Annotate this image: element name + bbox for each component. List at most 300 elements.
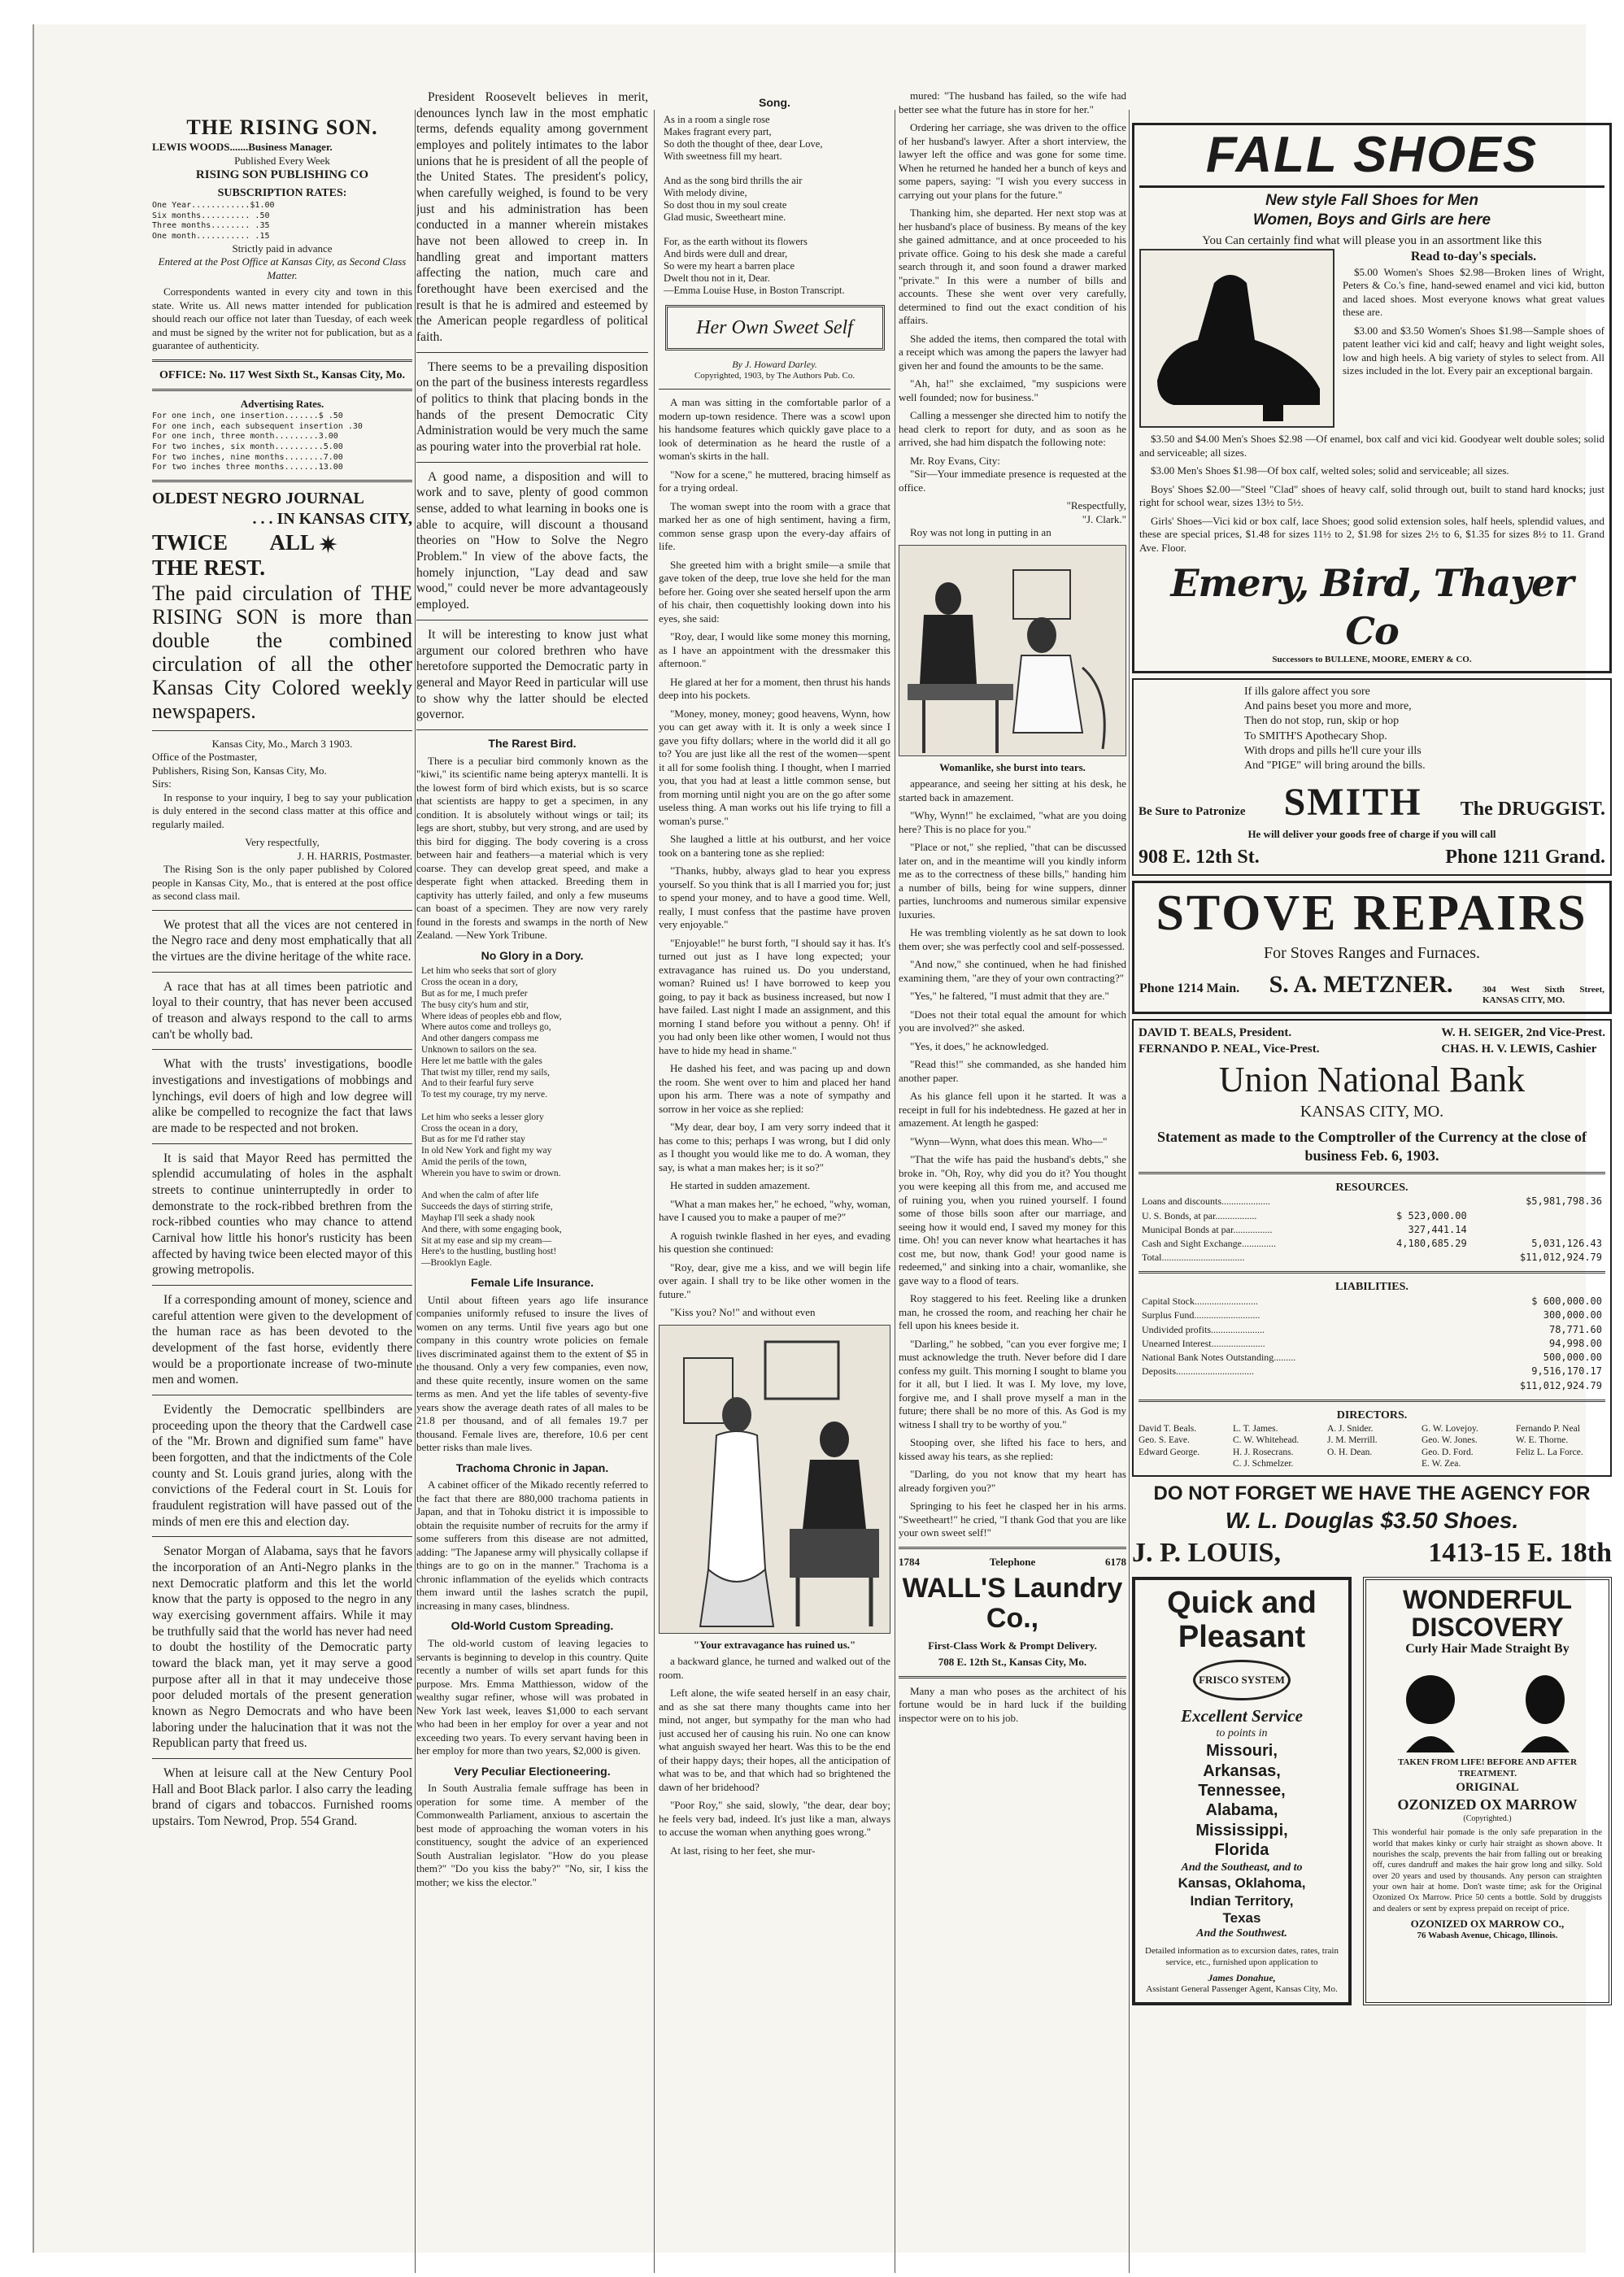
illustration-caption: Womanlike, she burst into tears. bbox=[939, 760, 1086, 773]
company-name: RISING SON PUBLISHING CO bbox=[195, 168, 369, 182]
frisco-info: Detailed information as to excursion dates, rates, train service, etc., furnished upon application to bbox=[1145, 1945, 1339, 1967]
smith-contact bbox=[1139, 845, 1605, 869]
story-paragraph: Springing to his feet he clasped her in his arms. "Sweetheart!" he cried, "I thank God that you are like your own sweet self!" bbox=[899, 1500, 1126, 1539]
newspaper-page bbox=[33, 24, 1612, 2253]
state-name: Kansas, Oklahoma, bbox=[1178, 1875, 1306, 1892]
table-cell: Undivided profits...................... bbox=[1142, 1323, 1265, 1335]
frisco-ad bbox=[1132, 1577, 1352, 2005]
stove-repairs-heading: STOVE REPAIRS bbox=[1156, 886, 1588, 942]
poem-line: Where ideas of peoples ebb and flow, bbox=[421, 1011, 562, 1021]
poem-line: Makes fragrant every part, bbox=[664, 125, 772, 137]
letter-body: In response to your inquiry, I beg to say your publication is duly entered in the second class matter at this office and regularly mailed. bbox=[152, 790, 412, 830]
letter-date: Kansas City, Mo., March 3 1903. bbox=[211, 737, 353, 750]
laundry-address: 708 E. 12th St., Kansas City, Mo. bbox=[938, 1656, 1087, 1669]
louis-name: J. P. LOUIS, bbox=[1132, 1538, 1281, 1569]
specials-heading: Read to-day's specials. bbox=[1410, 250, 1537, 264]
table-cell: Capital Stock.......................... bbox=[1142, 1295, 1258, 1308]
director-name bbox=[1327, 1458, 1417, 1470]
poem-line: And there, with some engaging book, bbox=[421, 1224, 562, 1234]
architect-quip: Many a man who poses as the architect of his fortune would be in hard luck if the building inspector were on to his job. bbox=[899, 1684, 1126, 1724]
poem-line: For, as the earth without its flowers bbox=[664, 235, 808, 247]
story-byline: By J. Howard Darley. bbox=[732, 359, 817, 371]
smith-banner bbox=[1139, 778, 1605, 828]
state-name: Indian Territory, bbox=[1190, 1892, 1294, 1909]
poem-line: The busy city's hum and stir, bbox=[421, 999, 529, 1010]
advertising-header: Advertising Rates. bbox=[240, 398, 324, 411]
resources-row bbox=[1139, 1223, 1605, 1237]
ad-rate-row: For two inches, nine months........7.00 bbox=[152, 452, 343, 462]
story-paragraph: "Place or not," she replied, "that can be discussed later on, and in the meantime will you kindly inform me as to the correctness of these bills," handing him a number of bills, being for wine suppers, dinner parties, lunchrooms and numerous similar expensive luxuries. bbox=[899, 841, 1126, 921]
divider bbox=[152, 1285, 412, 1286]
state-name: Texas bbox=[1222, 1909, 1261, 1926]
poem-line: Let him who seeks a lesser glory bbox=[421, 1112, 544, 1122]
table-cell: 327,441.14 bbox=[1408, 1223, 1467, 1235]
office-illustration-drawing bbox=[899, 546, 1126, 756]
table-cell: $11,012,924.79 bbox=[1519, 1379, 1602, 1391]
verse-line: And pains beset you more and more, bbox=[1244, 700, 1412, 713]
story-paragraph: "Poor Roy," she said, slowly, "the dear, dear boy; he feels very bad, indeed. It's just like a man, always to accuse the woman when anything goes wrong." bbox=[659, 1799, 890, 1839]
table-cell: Total.................................. bbox=[1142, 1252, 1245, 1264]
ad-rate-row: For two inches, six month..........5.00 bbox=[152, 442, 343, 451]
office-address: OFFICE: No. 117 West Sixth St., Kansas City, Mo. bbox=[159, 368, 405, 381]
table-cell: 5,031,126.43 bbox=[1531, 1238, 1602, 1249]
poem-line bbox=[664, 224, 890, 236]
southwest: And the Southwest. bbox=[1196, 1927, 1287, 1940]
rate-row: Six months.......... .50 bbox=[152, 211, 270, 220]
frisco-logo: FRISCO SYSTEM bbox=[1193, 1660, 1291, 1700]
story-paragraph: "Does not their total equal the amount for which you are involved?" she asked. bbox=[899, 1008, 1126, 1034]
note-close: "Respectfully, bbox=[1066, 499, 1126, 512]
star-icon: ✷ bbox=[317, 531, 339, 559]
poem-line: So dost thou in my soul create bbox=[664, 198, 787, 211]
state-name: Florida bbox=[1214, 1841, 1269, 1860]
liabilities-row bbox=[1139, 1351, 1605, 1365]
women-shoes-special: $5.00 Women's Shoes $2.98—Broken lines of Wright, Peters & Co.'s fine, hand-sewed enamel and vici kid, button and laced shoes. Most everyone knows what great values these are. bbox=[1343, 265, 1604, 319]
story-paragraph: "Yes, it does," he acknowledged. bbox=[910, 1039, 1049, 1052]
story-paragraph: appearance, and seeing her sitting at his desk, he started back in amazement. bbox=[899, 777, 1126, 803]
table-cell: Deposits................................ bbox=[1142, 1365, 1254, 1378]
portrait-after bbox=[1504, 1663, 1586, 1752]
director-name: A. J. Snider. bbox=[1327, 1423, 1374, 1434]
officer: W. H. SEIGER, 2nd Vice-Prest. bbox=[1441, 1026, 1605, 1040]
note-signature: "J. Clark." bbox=[1082, 512, 1126, 525]
story-paragraph: She laughed a little at his outburst, and her voice took on a bantering tone as she replied: bbox=[659, 833, 890, 859]
southeast: And the Southeast, and to bbox=[1181, 1861, 1303, 1874]
couple-illustration-drawing bbox=[660, 1326, 890, 1634]
story-paragraph: "Wynn—Wynn, what does this mean. Who—" bbox=[910, 1134, 1108, 1147]
story-paragraph: A man was sitting in the comfortable parlor of a modern up-town residence. There was a scowl upon his handsome features which quickly gave place to a look of determination as he heard the rustle of a woman's skirts in the hall. bbox=[659, 396, 890, 463]
ox-marrow-body: This wonderful hair pomade is the only safe preparation in the world that makes kinky or curly hair straight as shown above. It nourishes the scalp, prevents the hair from falling out or breaking off, cures dandruff and makes the hair grow long and silky. Sold over 20 years and used by thousands. Any person can straighten your own hair at home. Don't waste time; ask for the Original Ozonized Ox Marrow. Price 50 cents a bottle. Sold by druggists and dealers or sent by express prepaid on receipt of price. bbox=[1373, 1828, 1602, 1913]
story-paragraph: The woman swept into the room with a grace that marked her as one of high sentiment, having a firm, common sense grasp upon the every-day affairs of life. bbox=[659, 499, 890, 553]
curly-hair: Curly Hair Made Straight By bbox=[1405, 1642, 1570, 1657]
story-paragraph: Left alone, the wife seated herself in an easy chair, and as she sat there many thoughts came into her mind, not anger, but sympathy for the man who had just accused her of causing his ruin. No one can know what anguish swayed her heart. Was this to be the end of their happy days; their hopes, all the anticipation of what was to be, and that which had so brightened the dawn of her bridehood? bbox=[659, 1687, 890, 1793]
poem-line: Sit at my ease and sip my cream— bbox=[421, 1235, 552, 1246]
poem-line bbox=[421, 1101, 648, 1112]
story-paragraph: "Darling, do you not know that my heart has already forgiven you?" bbox=[899, 1468, 1126, 1494]
ox-marrow-name: OZONIZED OX MARROW bbox=[1397, 1796, 1578, 1813]
table-cell bbox=[1352, 1195, 1469, 1208]
poem-line: Here's to the hustling, bustling host! bbox=[421, 1247, 557, 1257]
fall-shoes-ad bbox=[1132, 123, 1612, 673]
poem-line: But as for me I'd rather stay bbox=[421, 1134, 525, 1145]
resources-row bbox=[1139, 1251, 1605, 1265]
headline-custom: Old-World Custom Spreading. bbox=[451, 1619, 614, 1633]
story-paragraph: "Why, Wynn!" he exclaimed, "what are you doing here? This is no place for you." bbox=[899, 809, 1126, 835]
divider bbox=[1139, 1400, 1605, 1402]
only-paper-note: The Rising Son is the only paper published by Colored people in Kansas City, Mo., that is entered at the post office as second class mail. bbox=[152, 863, 412, 903]
story-paragraph: He started in sudden amazement. bbox=[670, 1179, 811, 1192]
headline-song: Song. bbox=[759, 96, 790, 109]
table-cell bbox=[1139, 1379, 1439, 1393]
director-name: H. J. Rosecrans. bbox=[1233, 1447, 1294, 1457]
headline-trachoma: Trachoma Chronic in Japan. bbox=[455, 1461, 609, 1474]
poem-line: And when the calm of after life bbox=[421, 1191, 539, 1201]
stove-repairs-ad bbox=[1132, 881, 1612, 1014]
story-copyright: Copyrighted, 1903, by The Authors Pub. Co. bbox=[694, 371, 856, 381]
officer: DAVID T. BEALS, President. bbox=[1139, 1026, 1292, 1040]
liabilities-row bbox=[1139, 1337, 1605, 1351]
resources-table bbox=[1139, 1195, 1605, 1265]
ox-marrow-ad bbox=[1363, 1577, 1612, 2005]
poem-line: That twist my tiller, rend my sails, bbox=[421, 1067, 550, 1078]
story-paragraph: "That the wife has paid the husband's debts," she broke in. "Oh, Roy, why did you do it? You thought you were keeping all this from me, and accused me of ruining you, when you ruined yourself. I found some of those bills soon after our marriage, and seeing how it would end, I saved my money for this time. Oh! you can never know what heartaches it has cost me, but now, thank God! your good name is redeemed," and sinking into a chair, womanlike, she gave way to a flood of tears. bbox=[899, 1153, 1126, 1287]
letter-signature: J. H. HARRIS, Postmaster. bbox=[297, 849, 412, 862]
story-paragraph: "Roy, dear, give me a kiss, and we will begin life over again. I shall try to be like other women in the future." bbox=[659, 1260, 890, 1300]
ad-rate-row: For two inches three months.......13.00 bbox=[152, 463, 343, 472]
poem-line bbox=[664, 163, 890, 175]
divider bbox=[899, 1547, 1126, 1549]
divider bbox=[152, 1758, 412, 1759]
verse-line: If ills galore affect you sore bbox=[1244, 686, 1370, 699]
resources-heading: RESOURCES. bbox=[1335, 1181, 1408, 1194]
poem-line: And other dangers compass me bbox=[421, 1034, 539, 1044]
liabilities-heading: LIABILITIES. bbox=[1335, 1281, 1408, 1294]
bank-city: KANSAS CITY, MO. bbox=[1300, 1103, 1444, 1121]
phone-label: Telephone bbox=[989, 1555, 1036, 1568]
douglas-shoes: W. L. Douglas $3.50 Shoes. bbox=[1225, 1508, 1519, 1534]
women-shoes-special-2: $3.00 and $3.50 Women's Shoes $1.98—Sample shoes of patent leather vici kid and calf; heavy and light weight soles, low and high heels. A big variety of styles to select from. All sizes included in the lot. Every pair an exceptional bargain. bbox=[1343, 324, 1604, 377]
story-paragraph: mured: "The husband has failed, so the wife had better see what the future has in store for her." bbox=[899, 89, 1126, 115]
laundry-phone bbox=[899, 1556, 1126, 1570]
paid-circulation: The paid circulation of THE RISING SON is more than double the combined circulation of all the other Kansas City Colored weekly newspapers. bbox=[152, 581, 412, 724]
poem-line: So doth the thought of thee, dear Love, bbox=[664, 137, 823, 150]
headline-female-insurance: Female Life Insurance. bbox=[471, 1275, 594, 1289]
table-cell: 94,998.00 bbox=[1548, 1337, 1602, 1349]
poem-line: Succeeds the days of stirring strife, bbox=[421, 1202, 553, 1213]
poem-line: Glad music, Sweetheart mine. bbox=[664, 211, 786, 223]
smith-deliver: He will deliver your goods free of charge if you will call bbox=[1247, 828, 1496, 841]
frisco-agent: James Donahue, bbox=[1208, 1971, 1276, 1983]
divider bbox=[416, 462, 648, 463]
state-name: Tennessee, bbox=[1198, 1782, 1286, 1800]
poem-line: Amid the perils of the town, bbox=[421, 1156, 527, 1167]
story-paragraph: a backward glance, he turned and walked out of the room. bbox=[659, 1655, 890, 1681]
bank-officers bbox=[1139, 1025, 1605, 1056]
table-cell bbox=[1470, 1209, 1605, 1223]
advertising-rates bbox=[152, 411, 412, 473]
state-name: Mississippi, bbox=[1195, 1821, 1288, 1839]
poem-line: Cross the ocean in a dory, bbox=[421, 1123, 518, 1134]
letter-sirs: Sirs: bbox=[152, 777, 172, 790]
rate-row: One month........... .15 bbox=[152, 231, 270, 241]
table-cell: $5,981,798.36 bbox=[1526, 1195, 1602, 1208]
bottom-ads bbox=[1132, 1577, 1612, 2005]
table-cell: Surplus Fund........................... bbox=[1142, 1309, 1260, 1321]
directors-heading: DIRECTORS. bbox=[1336, 1408, 1408, 1421]
resources-row bbox=[1139, 1237, 1605, 1251]
illustration-caption: "Your extravagance has ruined us." bbox=[693, 1638, 856, 1651]
frisco-states-2 bbox=[1142, 1874, 1342, 1927]
copyright-note: (Copyrighted.) bbox=[1463, 1813, 1512, 1823]
story-paragraph: She added the items, then compared the total with a receipt which was among the papers the lawyer had given her and found the amounts to be the same. bbox=[899, 332, 1126, 372]
table-cell: U. S. Bonds, at par................. bbox=[1142, 1209, 1257, 1221]
poem-line: With melody divine, bbox=[664, 186, 747, 198]
divider bbox=[152, 359, 412, 362]
state-name: Arkansas, bbox=[1203, 1761, 1281, 1780]
editorial-roosevelt: President Roosevelt believes in merit, denounces lynch law in the most emphatic terms, defends equality among government employes and politely intimates to the labor unions that he is president of all the people of the United States. The president's policy, when carefully weighed, is found to be very just and his administration has been conducted in a manner wherein mistakes have not been allowed to creep in. In handling great and important matters affecting the nation, much care and forethought have been exercised and the result is that he is admired and esteemed by the American people regardless of political faith. bbox=[416, 90, 648, 345]
portrait-before bbox=[1390, 1663, 1471, 1752]
story-paragraph: "What a man makes her," he echoed, "why, woman, have I caused you to make a pauper of me?" bbox=[659, 1197, 890, 1224]
laundry-name: WALL'S Laundry Co., bbox=[902, 1573, 1123, 1635]
poem-line: In old New York and fight my way bbox=[421, 1146, 552, 1156]
fall-shoes-subhead: New style Fall Shoes for Men bbox=[1265, 192, 1478, 209]
poem-line: Where autos come and trolleys go, bbox=[421, 1022, 551, 1033]
story-paragraph: "Darling," he sobbed, "can you ever forgive me; I must acknowledge the truth. Never before did I dare confess my guilt. This morning I sought to blame you for it all, but I lied. It was I. My love, my love, forgive me, and I shall prove myself a man in the future; there shall be no more of this. As God is my witness I shall try to be worthy of you." bbox=[899, 1337, 1126, 1430]
poem-line: So were my heart a barren place bbox=[664, 259, 795, 272]
illustration-office bbox=[899, 545, 1126, 756]
column-5-ads bbox=[1132, 118, 1612, 2257]
the-druggist: The DRUGGIST. bbox=[1460, 799, 1605, 821]
be-sure-label: Be Sure to Patronize bbox=[1139, 805, 1246, 819]
twice-all-the-rest: TWICE ALL THE REST. bbox=[152, 529, 315, 581]
story-title-box bbox=[665, 305, 885, 350]
ox-marrow-company: OZONIZED OX MARROW CO., bbox=[1410, 1917, 1565, 1930]
resources-row bbox=[1139, 1209, 1605, 1223]
editorial-money: If a corresponding amount of money, science and careful attention were given to the development of the human race as has been devoted to the development of the fast horse, evidently there would be a proportionate increase of two-minute men and women. bbox=[152, 1293, 412, 1387]
ad-rate-row: For one inch, each subsequent insertion .30 bbox=[152, 421, 363, 431]
poem-line: And to their fearful fury serve bbox=[421, 1078, 534, 1089]
article-electioneering: In South Australia female suffrage has been in operation for some time. A member of the Commonwealth Parliament, anxious to ascertain the best mode of approaching the woman voters in his constituency, sought the advice of an experienced South Australian legislator. "How do you please them?" "Do you kiss the baby?" "No, sir, I kiss the mother; we kiss the elector." bbox=[416, 1782, 648, 1888]
editorial-goodname: A good name, a disposition and will to work and to save, plenty of good common sense, added to what learning in books one is able to acquire, will discount a thousand theories on "How to Solve the Negro Problem." In view of the above facts, the homely injunction, "Lay dead and saw wood," could never be more advantageously employed. bbox=[416, 469, 648, 612]
metzner-address: 304 West Sixth Street, KANSAS CITY, MO. bbox=[1482, 984, 1604, 1006]
emery-bird-thayer-logo: Emery, Bird, Thayer Co bbox=[1170, 561, 1574, 653]
liabilities-row bbox=[1139, 1379, 1605, 1393]
ox-marrow-address: 76 Wabash Avenue, Chicago, Illinois. bbox=[1417, 1931, 1558, 1941]
poem-line: Wherein you have to swim or drown. bbox=[421, 1168, 561, 1178]
director-name: J. M. Merrill. bbox=[1327, 1435, 1378, 1446]
director-name: C. J. Schmelzer. bbox=[1233, 1459, 1294, 1469]
letter-to: Publishers, Rising Son, Kansas City, Mo. bbox=[152, 764, 327, 777]
story-paragraph: A roguish twinkle flashed in her eyes, and evading his question she continued: bbox=[659, 1229, 890, 1256]
ad-rate-row: For one inch, three month.........3.00 bbox=[152, 432, 338, 442]
table-cell: 9,516,170.17 bbox=[1531, 1365, 1602, 1378]
story-paragraph: Roy was not long in putting in an bbox=[910, 526, 1051, 538]
director-name: Geo. D. Ford. bbox=[1422, 1447, 1474, 1457]
letter-close: Very respectfully, bbox=[245, 836, 320, 849]
fall-shoes-subhead: Women, Boys and Girls are here bbox=[1252, 211, 1491, 229]
poem-line: —Brooklyn Eagle. bbox=[421, 1258, 492, 1269]
table-cell: 4,180,685.29 bbox=[1396, 1238, 1467, 1249]
poem-line: But as for me, I much prefer bbox=[421, 988, 528, 999]
men-shoes-special-2: $3.00 Men's Shoes $1.98—Of box calf, welted soles; solid and serviceable; all sizes. bbox=[1151, 464, 1509, 477]
verse-line: To SMITH'S Apothecary Shop. bbox=[1244, 729, 1387, 742]
director-name: W. E. Thorne. bbox=[1516, 1435, 1569, 1446]
director-name: Geo. W. Jones. bbox=[1422, 1435, 1478, 1446]
column-rule bbox=[654, 110, 655, 2273]
boys-shoes-special: Boys' Shoes $2.00—"Steel "Clad" shoes of heavy calf, solid through out, built to stand hard knocks; just right for school wear, sizes 13½ to 5½. bbox=[1139, 482, 1604, 509]
officer: FERNANDO P. NEAL, Vice-Prest. bbox=[1139, 1042, 1320, 1056]
story-paragraph: Ordering her carriage, she was driven to the office of her husband's lawyer. After a short interview, the lawyer left the office and was gone for some time. When he returned he handed her a bunch of keys and some papers, saying: "I wish you every success in carrying out your plans for the future." bbox=[899, 121, 1126, 201]
editorial-mayor: It is said that Mayor Reed has permitted the splendid accumulating of holes in the asphalt streets to continue uninterruptedly in order to demonstrate to the rock-ribbed brethren from the rock-ribbed counties who may chance to attend Carnival how little his honor's rusticity has been affected by having twice been elected mayor of this growing metropolis. bbox=[152, 1151, 412, 1278]
liabilities-row bbox=[1139, 1365, 1605, 1378]
director-name: C. W. Whitehead. bbox=[1233, 1435, 1300, 1446]
table-cell: 500,000.00 bbox=[1543, 1352, 1602, 1364]
column-4 bbox=[899, 89, 1126, 2244]
table-cell: 78,771.60 bbox=[1548, 1323, 1602, 1335]
liabilities-row bbox=[1139, 1308, 1605, 1322]
poem-line bbox=[421, 1180, 648, 1191]
article-rarest-bird: There is a peculiar bird commonly known as the "kiwi," its scientific name being apteryx mantelli. It is the lowest form of bird which exists, but is so scarce that scientists are happy to get a specimen, in any condition. It is absolutely without wings or tail; its legs are short, stubby, but very strong, and are used by this bird for digging. The body covering is a cross between hair and feathers—a material which is very coarse. They can develop great speed, and make a desperate fight when attacked. Breeding them in captivity has utterly failed, and only a few museums can boast of a specimen. They are now very rarely found in the forests and swamps in the north of New Zealand. —New York Tribune. bbox=[416, 754, 648, 942]
column-rule bbox=[1129, 110, 1130, 2273]
smith-druggist-ad bbox=[1132, 678, 1612, 876]
story-paragraph: Stooping over, she lifted his face to hers, and kissed away his tears, as she replied: bbox=[899, 1436, 1126, 1462]
to-points: to points in bbox=[1216, 1727, 1268, 1740]
story-paragraph: "Enjoyable!" he burst forth, "I should say it has. It's turned out just as I have long expected; your extravagance has ruined us. Do you understand, woman? Ruined us! I have borrowed to keep you going, to pay it back as business increased, but now I have failed. Last night I made an assignment, and this morning I stand before you without a penny. Oh! if you had only been like other women, I would not thus have to hide my head in shame." bbox=[659, 936, 890, 1056]
table-cell: Unearned Interest...................... bbox=[1142, 1337, 1265, 1349]
story-paragraph: As his glance fell upon it he started. It was a receipt in full for his indebtedness. He gazed at her in amazement. At length he gasped: bbox=[899, 1090, 1126, 1129]
divider bbox=[152, 730, 412, 731]
story-paragraph: "Roy, dear, I would like some money this morning, as I have an appointment with the dressmaker this afternoon." bbox=[659, 630, 890, 670]
table-cell bbox=[1352, 1251, 1469, 1265]
article-trachoma: A cabinet officer of the Mikado recently referred to the fact that there are 880,000 trachoma patients in Japan, and that in Tohoku district it is impossible to obtain the requisite number of recruits for the army if some sufferers from this disease are not admitted, adding: "The Japanese army will physically collapse if things are to go on in the manner." Trachoma is a chronic inflammation of the eyelids which contracts them inward until the lashes scratch the pupil, increasing in many cases, blindness. bbox=[416, 1478, 648, 1612]
phone-number: 1784 bbox=[899, 1555, 920, 1568]
story-title: Her Own Sweet Self bbox=[696, 316, 853, 338]
story-paragraph: "Ah, ha!" she exclaimed, "my suspicions were well founded; now for business." bbox=[899, 377, 1126, 403]
editorial-trusts: What with the trusts' investigations, boodle investigations and investigations of mobbings and lynchings, evil doers of high and low degree will alike be compelled to recognize the fact that laws are made to be respected and not broken. bbox=[152, 1057, 412, 1135]
story-paragraph: He dashed his feet, and was pacing up and down the room. She went over to him and placed her hand upon his arm. There was a note of sympathy and sorrow in her voice as she replied: bbox=[659, 1062, 890, 1115]
divider bbox=[152, 480, 412, 482]
poem-line: To test my courage, try my nerve. bbox=[421, 1090, 548, 1100]
story-paragraph: "Read this!" she commanded, as she handed him another paper. bbox=[899, 1058, 1126, 1084]
director-name bbox=[1139, 1458, 1228, 1470]
headline-electioneering: Very Peculiar Electioneering. bbox=[454, 1764, 611, 1778]
poem-line: And as the song bird thrills the air bbox=[664, 174, 803, 186]
laundry-ad bbox=[899, 1556, 1126, 1670]
editorial-morgan: Senator Morgan of Alabama, says that he favors the incorporation of an Anti-Negro planks in the next Democratic platform and this let the world know that the party is opposed to the negro in any way exercising government affairs. While it may be truthfully said that the world has never had need to doubt the hostility of the Democratic party toward the black man, yet it may serve a good purpose after all in that it may undeceive those poor deluded mortals of the present generation known as Negro Democrats and who have been laboring under the halucination that it was not the Republican party that freed us. bbox=[152, 1544, 412, 1751]
story-paragraph: "Money, money, money; good heavens, Wynn, how you can get away with it. It is only a week since I gave you fifty dollars; where in the world did it all go to? You are just like all the rest of the women—spent it all for some foolish thing. I thought, when I married you, that you had at least a little common sense, but from morning until night you are on the go after some useless thing. A man works out his life trying to fill a woman's purse." bbox=[659, 707, 890, 827]
shoe-icon bbox=[1141, 250, 1333, 426]
director-name: Fernando P. Neal bbox=[1516, 1423, 1580, 1434]
frisco-heading: Quick and Pleasant bbox=[1167, 1586, 1317, 1654]
pool-hall-notice: When at leisure call at the New Century Pool Hall and Boot Black parlor. I also carry the leading brand of cigars and tobaccos. Furnished rooms upstairs. Tom Newrod, Prop. 554 Grand. bbox=[152, 1766, 412, 1829]
poem-line: And birds were dull and drear, bbox=[664, 247, 788, 259]
smith-name: SMITH bbox=[1283, 781, 1422, 825]
divider bbox=[416, 729, 648, 730]
director-name: E. W. Zea. bbox=[1422, 1459, 1461, 1469]
story-paragraph: "Now for a scene," he muttered, bracing himself as for a trying ordeal. bbox=[659, 468, 890, 494]
poem-no-glory bbox=[421, 966, 648, 1269]
table-cell bbox=[1470, 1223, 1605, 1237]
director-name: L. T. James. bbox=[1233, 1423, 1278, 1434]
table-cell: $11,012,924.79 bbox=[1519, 1252, 1602, 1264]
stove-subhead: For Stoves Ranges and Furnaces. bbox=[1263, 944, 1481, 963]
rate-row: One Year............$1.00 bbox=[152, 200, 275, 210]
divider bbox=[152, 910, 412, 911]
shoe-illustration bbox=[1139, 249, 1334, 428]
table-cell: $ 600,000.00 bbox=[1531, 1295, 1602, 1308]
director-name: David T. Beals. bbox=[1139, 1423, 1197, 1434]
correspondents-notice: Correspondents wanted in every city and town in this state. Write us. All news matter intended for publication should reach our office not later than Tuesday, of each week and must be signed by the writer not for publication, but as a guarantee of authenticity. bbox=[152, 285, 412, 352]
subscription-note: Strictly paid in advance bbox=[232, 242, 333, 255]
metzner-name: S. A. METZNER. bbox=[1269, 970, 1453, 998]
excellent-service: Excellent Service bbox=[1181, 1705, 1303, 1726]
column-2 bbox=[416, 89, 648, 2244]
story-paragraph: At last, rising to her feet, she mur- bbox=[670, 1844, 816, 1857]
headline-no-glory: No Glory in a Dory. bbox=[481, 948, 584, 962]
editorial-interesting: It will be interesting to know just what argument our colored brethren who have heretofore supported the Democratic party in general and Mayor Reed in particular will use to show why the latter should be elected governor. bbox=[416, 627, 648, 722]
emery-successors: Successors to BULLENE, MOORE, EMERY & CO. bbox=[1272, 655, 1472, 665]
state-name: Alabama, bbox=[1205, 1801, 1278, 1820]
story-paragraph: "My dear, dear boy, I am very sorry indeed that it has come to this; perhaps I was wrong, but I did only as I thought you would like me to do. A woman, they say, is what a man makes her; is it so?" bbox=[659, 1121, 890, 1173]
story-paragraph: "Kiss you? No!" and without even bbox=[670, 1306, 816, 1319]
metzner-phone: Phone 1214 Main. bbox=[1139, 981, 1240, 995]
director-name: Feliz L. La Force. bbox=[1516, 1447, 1583, 1457]
column-1 bbox=[152, 114, 412, 2244]
poem-line: Let him who seeks that sort of glory bbox=[421, 966, 557, 977]
table-cell: Loans and discounts.................... bbox=[1142, 1195, 1270, 1208]
fall-shoes-intro: You Can certainly find what will please you in an assortment like this bbox=[1202, 234, 1542, 248]
entered-note: Entered at the Post Office at Kansas City, as Second Class Matter. bbox=[158, 255, 407, 281]
editorial-democratic: Evidently the Democratic spellbinders are proceeding upon the theory that the Cardwell case of the "Mr. Brown and dignified sum fame" have been forgotten, and that the indictments of the Cole county and St. Louis grand juries, along with the convictions of the Federal court in St. Louis for fraudulent registration will have passed out of the minds of men ere this and election day. bbox=[152, 1403, 412, 1529]
smith-verse bbox=[1139, 685, 1605, 773]
poem-line: Unknown to sailors on the sea. bbox=[421, 1044, 537, 1055]
note-body: "Sir—Your immediate presence is requested at the office. bbox=[899, 468, 1126, 494]
illustration-couple bbox=[659, 1325, 890, 1634]
poem-line: With sweetness fill my heart. bbox=[664, 150, 782, 162]
poem-song bbox=[664, 114, 890, 297]
divider bbox=[152, 1143, 412, 1144]
article-female-insurance: Until about fifteen years ago life insurance companies uniformly refused to insure the lives of women on any terms. Until five years ago but one company in this country wrote policies on female lives discriminated against them to the extent of $5 in the thousand. Only a very few companies, even now, and these quite recently, insure women on the same terms as men. And yet the life tables of seventy-five years show the average death rates of all males to be 21.8 per thousand, and of all females 19.7 per thousand. Female lives are, therefore, 10.6 per cent better risks than male lives. bbox=[416, 1293, 648, 1454]
editorial-prevailing: There seems to be a prevailing disposition on the part of the business interests regardless of politics to think that placing bonds in the hands of the present Democratic City Administration would be very much the same as pouring water into the proverbial rat hole. bbox=[416, 359, 648, 455]
divider bbox=[152, 972, 412, 973]
louis-line bbox=[1132, 1535, 1612, 1570]
subscription-header: SUBSCRIPTION RATES: bbox=[217, 187, 347, 200]
state-name: Missouri, bbox=[1206, 1742, 1278, 1761]
smith-address: 908 E. 12th St. bbox=[1139, 846, 1260, 868]
bank-name: Union National Bank bbox=[1218, 1059, 1526, 1099]
headline-rarest-bird: The Rarest Bird. bbox=[488, 736, 577, 750]
letter-from: Office of the Postmaster, bbox=[152, 751, 258, 764]
director-name: O. H. Dean. bbox=[1327, 1447, 1373, 1457]
divider bbox=[659, 389, 890, 390]
divider bbox=[1139, 1271, 1605, 1273]
frisco-agent-title: Assistant General Passenger Agent, Kansas City, Mo. bbox=[1146, 1984, 1338, 1995]
story-paragraph: Calling a messenger she directed him to notify the head clerk to report for duty, and as soon as he arrived, she had him dispatch the following note: bbox=[899, 409, 1126, 448]
editorial-race: A race that has at all times been patriotic and loyal to their country, that has never been accused of treason and always respond to the call to arms can't be wholly bad. bbox=[152, 979, 412, 1042]
divider bbox=[152, 1536, 412, 1537]
story-paragraph: "Thanks, hubby, always glad to hear you express yourself. So you think that is all I married you for; just to spend your money, and to have a good time. Well, really, I must confess that the pastime have proven very enjoyable." bbox=[659, 864, 890, 931]
director-name: Edward George. bbox=[1139, 1447, 1200, 1457]
before-after-portraits bbox=[1373, 1663, 1602, 1752]
smith-phone: Phone 1211 Grand. bbox=[1445, 846, 1605, 868]
verse-line: Then do not stop, run, skip or hop bbox=[1244, 715, 1400, 728]
story-paragraph: "Yes," he faltered, "I must admit that they are." bbox=[910, 990, 1109, 1002]
poem-line: Cross the ocean in a dory, bbox=[421, 977, 518, 988]
divider bbox=[416, 352, 648, 353]
story-paragraph: Roy staggered to his feet. Reeling like a drunken man, he crossed the room, and reaching her chair he fell upon his knees beside it. bbox=[899, 1292, 1126, 1331]
taken-from-life: TAKEN FROM LIFE! BEFORE AND AFTER TREATMENT. bbox=[1397, 1757, 1578, 1778]
masthead: THE RISING SON. bbox=[186, 115, 378, 139]
